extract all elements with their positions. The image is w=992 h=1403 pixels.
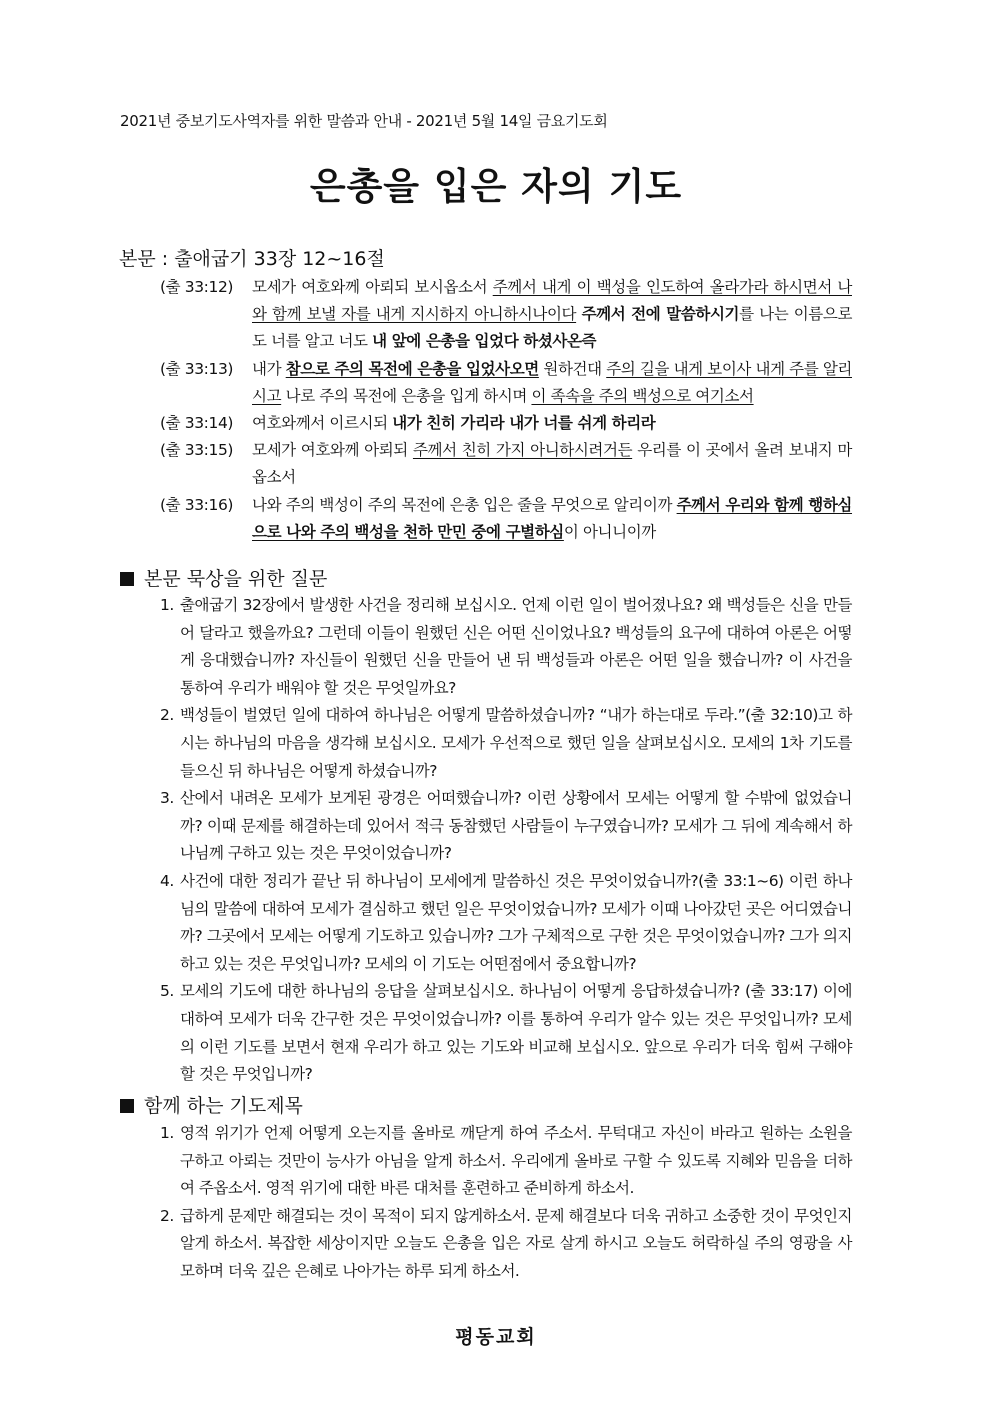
verse-bold: 내가 친히 가리라 내가 너를 쉬게 하리라 — [392, 414, 656, 433]
verse-span: 모세가 여호와께 아뢰되 보시옵소서 — [252, 278, 493, 296]
item-text: 사건에 대한 정리가 끝난 뒤 하나님이 모세에게 말씀하신 것은 무엇이었습니까?(출 33:1~6) 이런 하나님의 말씀에 대하여 모세가 결심하고 했던 일은 무엇이었습니까? 모세가 이때 나아갔던 곳은 어디였습니까? 그곳에서 모세는 어떻게 기도하고 있습니까? 그가 구체적으로 구한 것은 무엇이었습니까? 그가 의지하고 있는 것은 무엇입니까? 모세의 이 기도는 어떤점에서 중요합니까? — [180, 871, 852, 973]
list-item — [160, 1120, 852, 1203]
verse-14 — [160, 410, 852, 437]
verse-underline: 주의 길을 내게 보이사 내게 주를 알리시고 — [252, 359, 852, 405]
verse-bold-underline: 참으로 주의 목전에 은총을 입었사오면 — [285, 359, 539, 378]
verse-bold-underline: 주께서 우리와 함께 행하심으로 나와 주의 백성을 천하 만민 중에 구별하심 — [252, 495, 853, 541]
scripture-verses — [160, 274, 852, 546]
item-text: 산에서 내려온 모세가 보게된 광경은 어떠했습니까? 이런 상황에서 모세는 어떻게 할 수밖에 없었습니까? 이때 문제를 해결하는데 있어서 적극 동참했던 사람들이 누구였습니까? 모세가 그 뒤에 계속해서 하나님께 구하고 있는 것은 무엇이었습니까? — [180, 789, 852, 863]
verse-text — [252, 410, 852, 437]
verse-ref: (출 33:13) — [160, 359, 234, 378]
verse-15 — [160, 437, 852, 491]
list-item — [160, 592, 852, 702]
verse-span: 모세가 여호와께 아뢰되 — [252, 441, 413, 460]
questions-heading-label: 본문 묵상을 위한 질문 — [144, 568, 328, 590]
verse-span: 나와 주의 백성이 주의 목전에 은총 입은 줄을 무엇으로 알리이까 — [252, 495, 677, 514]
verse-underline: 이 족속을 주의 백성으로 여기소서 — [531, 386, 754, 405]
verse-text — [252, 492, 852, 546]
verse-underline: 주께서 친히 가지 아니하시려거든 — [412, 441, 633, 460]
page-title: 은총을 입은 자의 기도 — [309, 165, 683, 208]
verse-span: 우리를 이 곳에서 올려 보내지 마옵소서 — [252, 441, 852, 487]
verse-ref: (출 33:15) — [160, 441, 234, 460]
questions-list — [160, 592, 852, 1089]
item-text: 급하게 문제만 해결되는 것이 목적이 되지 않게하소서. 문제 해결보다 더욱 귀하고 소중한 것이 무엇인지 알게 하소서. 복잡한 세상이지만 오늘도 은총을 입은 자로 살게 하시고 오늘도 허락하실 주의 영광을 사모하며 더욱 깊은 은혜로 나아가는 하루 되게 하소서. — [180, 1206, 852, 1280]
item-number: 5. — [160, 982, 174, 1001]
item-text: 백성들이 벌였던 일에 대하여 하나님은 어떻게 말씀하셨습니까? “내가 하는대로 두라.”(출 32:10)고 하시는 하나님의 마음을 생각해 보십시오. 모세가 우선적으로 했던 일을 살펴보십시오. 모세의 1차 기도를 들으신 뒤 하나님은 어떻게 하셨습니까? — [180, 706, 852, 780]
verse-text — [252, 356, 852, 410]
verse-ref: (출 33:16) — [160, 495, 234, 514]
item-number: 3. — [160, 789, 174, 808]
verse-16 — [160, 492, 852, 546]
prayers-list — [160, 1120, 852, 1286]
item-text: 영적 위기가 언제 어떻게 오는지를 올바로 깨닫게 하여 주소서. 무턱대고 자신이 바라고 원하는 소원을 구하고 아뢰는 것만이 능사가 아님을 알게 하소서. 우리에게 올바로 구할 수 있도록 지혜와 믿음을 더하여 주옵소서. 영적 위기에 대한 바른 대처를 훈련하고 준비하게 하소서. — [180, 1124, 852, 1198]
verse-bold: 주께서 전에 말씀하시기 — [581, 305, 740, 324]
square-bullet-icon — [120, 1099, 134, 1113]
verse-bold: 내 앞에 은총을 입었다 하셨사온즉 — [372, 332, 597, 351]
item-text: 출애굽기 32장에서 발생한 사건을 정리해 보십시오. 언제 이런 일이 벌어졌나요? 왜 백성들은 신을 만들어 달라고 했을까요? 그런데 이들이 원했던 신은 어떤 신이었나요? 백성들의 요구에 대하여 아론은 어떻게 응대했습니까? 자신들이 원했던 신을 만들어 낸 뒤 백성들과 아론은 어떤 일을 했습니까? 이 사건을 통하여 우리가 배워야 할 것은 무엇일까요? — [180, 596, 852, 697]
verse-span: 여호와께서 이르시되 — [252, 414, 393, 433]
list-item — [160, 978, 852, 1088]
verse-span: 이 아니니이까 — [563, 522, 656, 541]
scripture-heading: 본문 : 출애굽기 33장 12~16절 — [119, 248, 385, 270]
verse-ref: (출 33:12) — [160, 278, 234, 296]
item-number: 1. — [160, 596, 174, 614]
item-number: 2. — [160, 1206, 174, 1225]
verse-text — [252, 274, 852, 356]
verse-ref: (출 33:14) — [160, 414, 234, 433]
prayers-heading-label: 함께 하는 기도제목 — [144, 1095, 303, 1117]
list-item — [160, 785, 852, 868]
bulletin-subtitle: 2021년 중보기도사역자를 위한 말씀과 안내 - 2021년 5월 14일 금요기도회 — [120, 112, 608, 130]
item-number: 1. — [160, 1124, 174, 1142]
square-bullet-icon — [120, 572, 134, 586]
list-item — [160, 868, 852, 978]
verse-span: 원하건대 — [538, 359, 607, 378]
questions-heading — [120, 564, 327, 591]
verse-13 — [160, 356, 852, 410]
church-name: 평동교회 — [455, 1326, 537, 1348]
item-text: 모세의 기도에 대한 하나님의 응답을 살펴보십시오. 하나님이 어떻게 응답하셨습니까? (출 33:17) 이에 대하여 모세가 더욱 간구한 것은 무엇이었습니까? 이를 통하여 우리가 알수 있는 것은 무엇입니까? 모세의 이런 기도를 보면서 현재 우리가 하고 있는 기도와 비교해 보십시오. 앞으로 우리가 더욱 힘써 구해야 할 것은 무엇입니까? — [180, 982, 852, 1084]
verse-underline: 주께서 내게 이 백성을 인도하여 올라가라 하시면서 나와 함께 보낼 자를 내게 지시하지 아니하시나이다 — [252, 278, 852, 324]
item-number: 4. — [160, 871, 174, 890]
verse-span: 내가 — [252, 359, 286, 378]
list-item — [160, 702, 852, 785]
prayers-heading — [120, 1091, 303, 1118]
list-item — [160, 1203, 852, 1286]
verse-text — [252, 437, 852, 491]
verse-span: 나로 주의 목전에 은총을 입게 하시며 — [281, 386, 532, 405]
verse-span: 를 나는 이름으로도 너를 알고 너도 — [252, 305, 853, 351]
item-number: 2. — [160, 706, 174, 725]
verse-12 — [160, 274, 852, 356]
